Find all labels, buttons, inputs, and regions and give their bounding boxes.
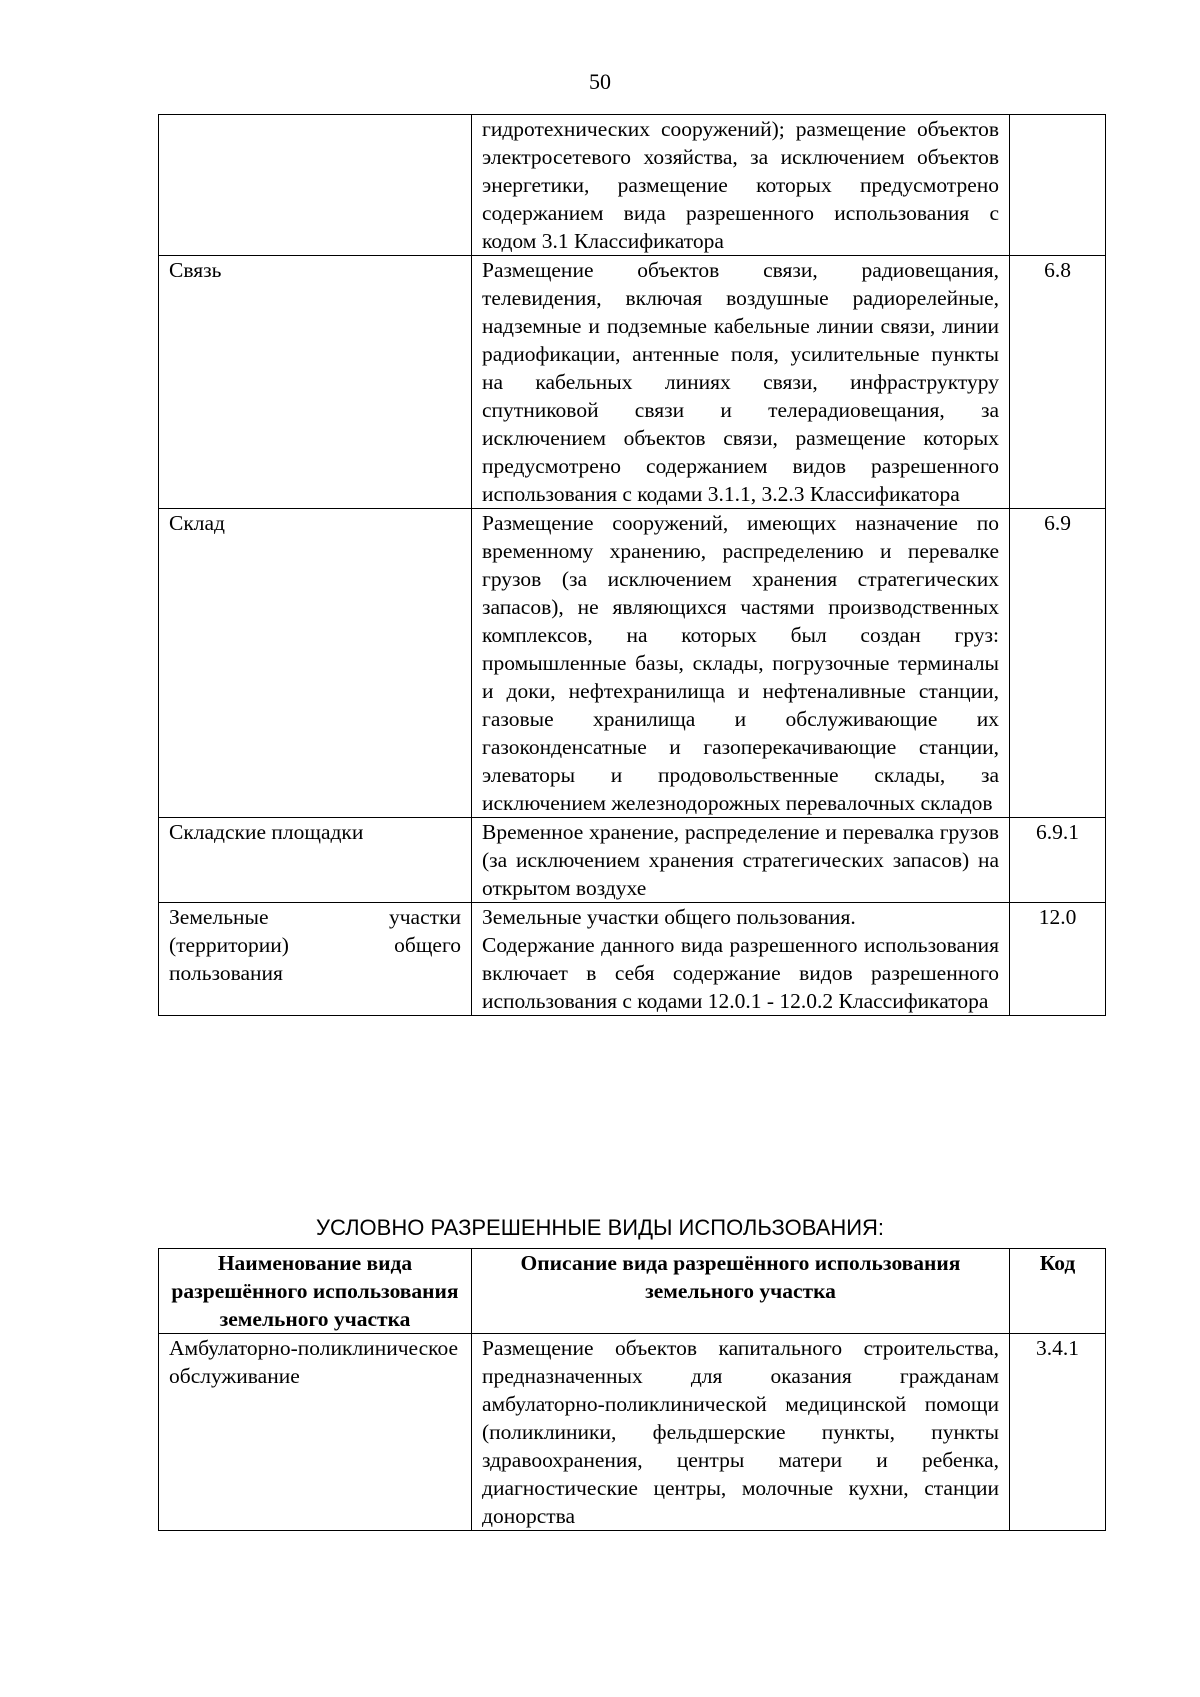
use-code-cell: 6.8: [1010, 256, 1106, 509]
use-name-cell: Земельные участки (территории) общего пользования: [159, 903, 472, 1016]
table-row: [159, 903, 1106, 1016]
use-code-cell: 6.9.1: [1010, 818, 1106, 903]
column-header-description: Описание вида разрешённого использования земельного участка: [472, 1249, 1010, 1334]
use-name-cell: Связь: [159, 256, 472, 509]
use-name-cell: [159, 115, 472, 256]
table-row: [159, 509, 1106, 818]
land-use-table-conditional: [158, 1248, 1106, 1531]
use-description-cell: Земельные участки общего пользования. Содержание данного вида разрешенного использования включает в себя содержание видов разрешенного использования с кодами 12.0.1 - 12.0.2 Классификатора: [472, 903, 1010, 1016]
table-row: [159, 1334, 1106, 1531]
use-description-cell: Размещение сооружений, имеющих назначение по временному хранению, распределению и перевалке грузов (за исключением хранения стратегических запасов), не являющихся частями производственных комплексов, на которых был создан груз: промышленные базы, склады, погрузочные терминалы и доки, нефтехранилища и нефтеналивные станции, газовые хранилища и обслуживающие их газоконденсатные и газоперекачивающие станции, элеваторы и продовольственные склады, за исключением железнодорожных перевалочных складов: [472, 509, 1010, 818]
table-row: [159, 818, 1106, 903]
land-use-table-main: [158, 114, 1106, 1016]
table-row: [159, 256, 1106, 509]
use-code-cell: 12.0: [1010, 903, 1106, 1016]
use-description-cell: Размещение объектов капитального строительства, предназначенных для оказания гражданам амбулаторно-поликлинической медицинской помощи (поликлиники, фельдшерские пункты, пункты здравоохранения, центры матери и ребенка, диагностические центры, молочные кухни, станции донорства: [472, 1334, 1010, 1531]
use-name-cell: Амбулаторно-поликлиническое обслуживание: [159, 1334, 472, 1531]
column-header-name: Наименование вида разрешённого использования земельного участка: [159, 1249, 472, 1334]
page-number: 50: [589, 69, 611, 94]
use-code-cell: 6.9: [1010, 509, 1106, 818]
use-code-cell: [1010, 115, 1106, 256]
use-description-cell: гидротехнических сооружений); размещение объектов электросетевого хозяйства, за исключением объектов энергетики, размещение которых предусмотрено содержанием вида разрешенного использования с кодом 3.1 Классификатора: [472, 115, 1010, 256]
use-name-cell: Склад: [159, 509, 472, 818]
use-description-cell: Временное хранение, распределение и перевалка грузов (за исключением хранения стратегических запасов) на открытом воздухе: [472, 818, 1010, 903]
section-title: УСЛОВНО РАЗРЕШЕННЫЕ ВИДЫ ИСПОЛЬЗОВАНИЯ:: [315, 1215, 885, 1240]
use-code-cell: 3.4.1: [1010, 1334, 1106, 1531]
use-name-cell: Складские площадки: [159, 818, 472, 903]
table-row: [159, 115, 1106, 256]
use-description-cell: Размещение объектов связи, радиовещания, телевидения, включая воздушные радиорелейные, надземные и подземные кабельные линии связи, линии радиофикации, антенные поля, усилительные пункты на кабельных линиях связи, инфраструктуру спутниковой связи и телерадиовещания, за исключением объектов связи, размещение которых предусмотрено содержанием видов разрешенного использования с кодами 3.1.1, 3.2.3 Классификатора: [472, 256, 1010, 509]
column-header-code: Код: [1010, 1249, 1106, 1334]
table-header-row: [159, 1249, 1106, 1334]
